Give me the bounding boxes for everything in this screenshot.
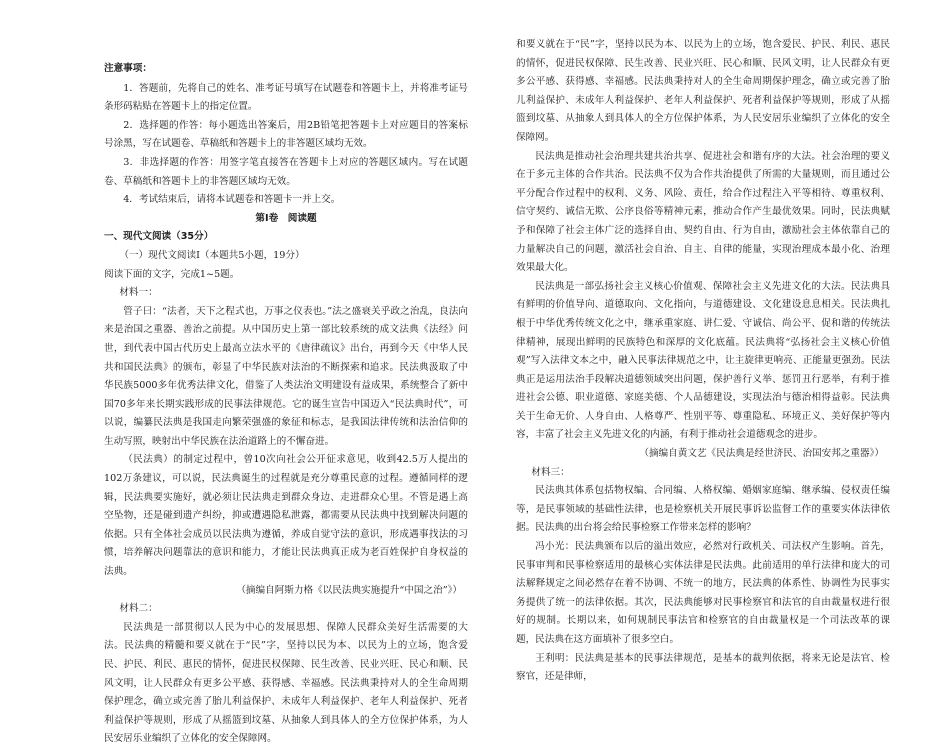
notice-title: 注意事项： bbox=[104, 63, 152, 74]
right-column bbox=[516, 36, 890, 687]
notice-item-1: 1．答题前，先将自己的姓名、准考证号填写在试题卷和答题卡上，并将准考证号条形码粘贴在答题卡上的指定位置。 bbox=[104, 82, 468, 113]
material2-paragraph: 民法典是一部弘扬社会主义核心价值观、保障社会主义先进文化的大法。民法典具有鲜明的价值导向、道德取向、文化指向，与道德建设、文化建设息息相关。民法典扎根于中华优秀传统文化之中，继承重家庭、讲仁爱、守诚信、尚公平、促和谐的传统法律精神，展现出鲜明的民族特色和深厚的文化底蕴。民法典将“弘扬社会主义核心价值观”写入法律文本之中，融入民事法律规范之中，让主旋律更响亮、正能量更强劲。民法典正是运用法治手段解决道德领域突出问题，保护善行义举、惩罚丑行恶举，有利于推进社会公德、职业道德、家庭美德、个人品德建设，实现法治与德治相得益彰。民法典关于生命无价、人身自由、人格尊严、性别平等、尊重隐私、环境正义、美好保护等内容，丰富了社会主义先进文化的内涵，有利于推动社会道德观念的进步。 bbox=[516, 280, 890, 441]
notice-item-3: 3．非选择题的作答：用签字笔直接答在答题卡上对应的答题区域内。写在试题卷、草稿纸和答题卡上的非答题区域均无效。 bbox=[104, 156, 468, 187]
material2-source: （摘编自黄文艺《民法典是经世济民、治国安邦之重器》） bbox=[639, 448, 884, 460]
material1-label: 材料一： bbox=[119, 287, 158, 299]
material3-paragraph: 民法典其体系包括物权编、合同编、人格权编、婚姻家庭编、继承编、侵权责任编等，是民事领域的基础性法律，也是检察机关开展民事诉讼监督工作的重要实体法律依据。民法典的出台将会给民事检察工作带来怎样的影响？ bbox=[516, 485, 890, 534]
left-column bbox=[104, 60, 468, 745]
material3-label: 材料三： bbox=[531, 466, 570, 478]
section-heading: 一、现代文阅读（35分） bbox=[104, 231, 214, 243]
volume-title: 第Ⅰ卷 阅读题 bbox=[255, 212, 317, 224]
notice-item-4: 4．考试结束后，请将本试题卷和答题卡一并上交。 bbox=[123, 194, 341, 206]
material2-paragraph: 民法典是推动社会治理共建共治共享、促进社会和谐有序的大法。社会治理的要义在于多元主体的合作共治。民法典不仅为合作共治提供了所需的大量规则，而且通过公平分配合作过程中的权利、义务、风险、责任，给合作过程注入平等相待、尊重权利、信守契约、诚信无欺、公序良俗等精神元素，推动合作产生最优效果。同时，民法典赋予和保障了社会主体广泛的选择自由、契约自由、行为自由，激励社会主体依靠自己的力量解决自己的问题，激活社会自治、自主、自律的能量，实现治理成本最小化、治理效果最大化。 bbox=[516, 150, 890, 274]
material1-paragraph: 管子曰：“法者，天下之程式也，万事之仪表也。”法之盛衰关乎政之治乱，良法向来是治国之重器、善治之前提。从中国历史上第一部比较系统的成文法典《法经》问世，到代表中国古代历史上最高立法水平的《唐律疏议》出台，再到今天《中华人民共和国民法典》的颁布，彰显了中华民族对法治的不断探索和追求。民法典汲取了中华民族5000多年优秀法律文化，借鉴了人类法治文明建设有益成果，系统整合了新中国70多年来长期实践形成的民事法律规范。它的诞生宣告中国迈入“民法典时代”，可以说，编纂民法典是我国走向繁荣强盛的象征和标志，是我国法律传统和法治信仰的生动写照，映射出中华民族在法治道路上的不懈奋进。 bbox=[104, 305, 468, 447]
material1-paragraph: （民法典）的制定过程中，曾10次向社会公开征求意见，收到42.5万人提出的102万条建议，可以说，民法典诞生的过程就是充分尊重民意的过程。遵循同样的逻辑，民法典要实施好，就必须让民法典走到群众身边、走进群众心里。不管是遇上高空坠物，还是碰到遗产纠纷，抑或遭遇隐私泄露，都需要从民法典中找到解决问题的依据。只有全体社会成员以民法典为遵循，养成自觉守法的意识，形成遇事找法的习惯，培养解决问题靠法的意识和能力，才能让民法典真正成为老百姓保护自身权益的法典。 bbox=[104, 454, 468, 578]
material3-paragraph: 冯小光：民法典颁布以后的溢出效应，必然对行政机关、司法权产生影响。首先，民事审判和民事检察适用的最核心实体法律是民法典。此前适用的单行法律和庞大的司法解释规定之间必然存在着不协调、不统一的地方，民法典的体系性、协调性为民事实务提供了统一的法律依据。其次，民法典能够对民事检察官和法官的自由裁量权进行很好的规制。长期以来，如何规制民事法官和检察官的自由裁量权是一个司法改革的课题，民法典在这方面填补了很多空白。 bbox=[516, 541, 890, 645]
subsection-heading: （一）现代文阅读Ⅰ（本题共5小题，19分） bbox=[119, 249, 305, 261]
notice-item-2: 2．选择题的作答：每小题选出答案后，用2B铅笔把答题卡上对应题目的答案标号涂黑，写在试题卷、草稿纸和答题卡上的非答题区域均无效。 bbox=[104, 119, 468, 150]
material2-paragraph-continued: 和要义就在于“民”字，坚持以民为本、以民为上的立场，饱含爱民、护民、利民、惠民的情怀，促进民权保障、民生改善、民业兴旺、民心和顺、民风文明，让人民群众有更多公平感、获得感、幸福感。民法典秉持对人的全生命周期保护理念，确立或完善了胎儿利益保护、未成年人利益保护、老年人利益保护、死者利益保护等规则，形成了从摇篮到坟墓、从抽象人到具体人的全方位保护体系，为人民安居乐业编织了立体化的安全保障网。 bbox=[516, 39, 890, 143]
reading-instruction: 阅读下面的文字，完成1~5题。 bbox=[104, 268, 240, 280]
material2-paragraph: 民法典是一部贯彻以人民为中心的发展思想、保障人民群众美好生活需要的大法。民法典的精髓和要义就在于“民”字，坚持以民为本、以民为上的立场，饱含爱民、护民、利民、惠民的情怀，促进民权保障、民生改善、民业兴旺、民心和顺、民风文明，让人民群众有更多公平感、获得感、幸福感。民法典秉持对人的全生命周期保护理念，确立或完善了胎儿利益保护、未成年人利益保护、老年人利益保护、死者利益保护等规则，形成了从摇篮到坟墓、从抽象人到具体人的全方位保护体系，为人民安居乐业编织了立体化的安全保障网。 bbox=[104, 621, 468, 745]
material3-paragraph: 王利明：民法典是基本的民事法律规范，是基本的裁判依据，将来无论是法官、检察官，还是律师， bbox=[516, 652, 890, 683]
material1-source: （摘编自阿斯力格《以民法典实施提升“中国之治”》） bbox=[236, 584, 462, 596]
material2-label: 材料二： bbox=[119, 603, 158, 615]
